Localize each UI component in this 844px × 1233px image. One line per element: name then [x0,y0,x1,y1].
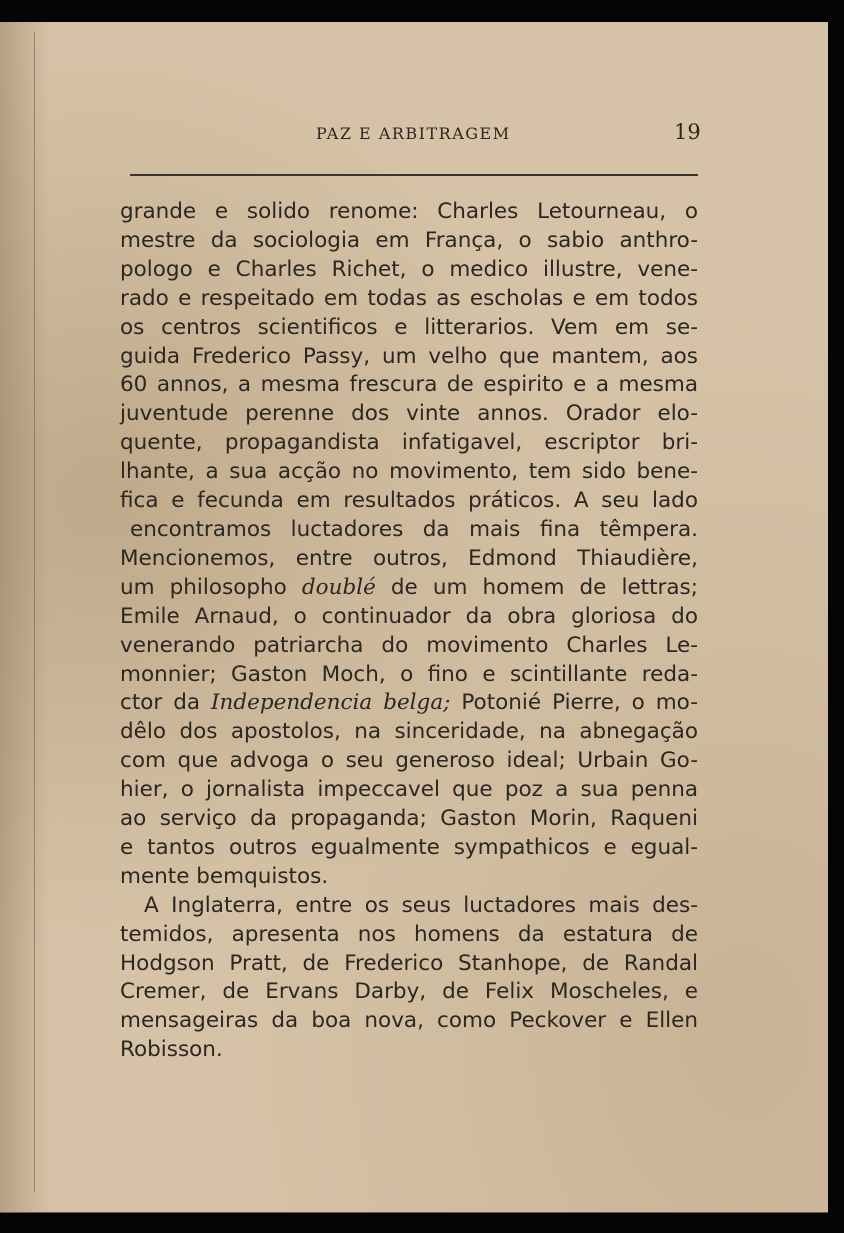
text-line: A Inglaterra, entre os seus luctadores mais des- [144,892,698,918]
text-line: dêlo dos apostolos, na sinceridade, na abnegação [120,719,698,745]
text-line: 60 annos, a mesma frescura de espirito e a mesma [120,372,698,398]
text-line: fica e fecunda em resultados práticos. A seu lado [120,488,698,514]
line-text: um philosopho [120,574,302,600]
text-line: ao serviço da propaganda; Gaston Morin, Raqueni [120,806,698,832]
italic-text: doublé [301,574,376,600]
text-line: com que advoga o seu generoso ideal; Urbain Go- [120,748,698,774]
text-line: rado e respeitado em todas as escholas e em todos [120,285,698,311]
page-header [0,118,828,148]
text-line: lhante, a sua acção no movimento, tem sido bene- [120,459,698,485]
book-page [0,22,828,1213]
text-line: Cremer, de Ervans Darby, de Felix Moscheles, e [120,979,698,1005]
text-line: grande e solido renome: Charles Letourneau, o [120,199,698,224]
text-line: monnier; Gaston Moch, o fino e scintillante reda- [120,661,698,687]
text-line: pologo e Charles Richet, o medico illustre, vene- [120,256,698,282]
text-line: mensageiras da boa nova, como Peckover e Ellen [120,1008,698,1034]
line-text: Potonié Pierre, o mo- [450,690,698,716]
text-line: guida Frederico Passy, um velho que mantem, aos [120,343,698,369]
text-line: mestre da sociologia em França, o sabio anthro- [120,227,698,253]
italic-text: Independencia belga; [211,690,451,716]
text-line: Mencionemos, entre outros, Edmond Thiaudière, [120,545,698,571]
text-line: hier, o jornalista impeccavel que poz a sua penna [120,777,698,803]
text-line: mente bemquistos. [120,863,329,889]
text-line: venerando patriarcha do movimento Charles Le- [120,632,698,658]
text-line: Hodgson Pratt, de Frederico Stanhope, de Randal [120,950,698,976]
line-text: ctor da [120,690,211,716]
text-line [120,574,698,603]
page-gutter [34,32,35,1192]
text-line: e tantos outros egualmente sympathicos e egual- [120,834,698,860]
line-text: de um homem de lettras; [375,574,698,600]
header-rule [130,174,698,176]
body-text [120,198,698,1065]
text-line: temidos, apresenta nos homens da estatura de [120,921,698,947]
text-line: os centros scientificos e litterarios. Vem em se- [120,314,698,340]
text-line: encontramos luctadores da mais fina têmpera. [130,516,698,542]
text-line: Robisson. [120,1037,223,1063]
running-title: PAZ E ARBITRAGEM [316,124,511,143]
text-line [120,689,698,718]
text-line: juventude perenne dos vinte annos. Orador elo- [120,401,698,427]
page-number: 19 [674,120,701,144]
text-line: Emile Arnaud, o continuador da obra gloriosa do [120,603,698,629]
text-line: quente, propagandista infatigavel, escriptor bri- [120,430,698,456]
